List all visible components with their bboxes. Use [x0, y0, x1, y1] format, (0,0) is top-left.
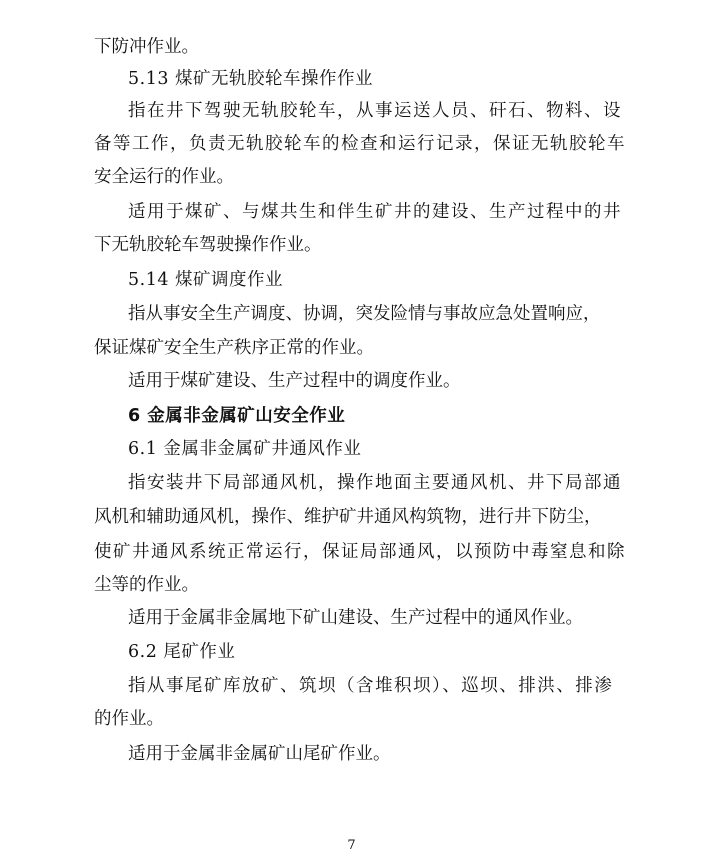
- section-heading: 6.1 金属非金属矿井通风作业: [128, 439, 362, 459]
- body-text-line: 下防冲作业。: [94, 37, 199, 57]
- body-text-line: 的作业。: [94, 709, 164, 729]
- body-text-line: 适用于金属非金属矿山尾矿作业。: [128, 744, 391, 764]
- body-text-line: 适用于煤矿建设、生产过程中的调度作业。: [128, 371, 461, 391]
- body-text-line: 安全运行的作业。: [94, 167, 234, 187]
- body-text-line: 指从事尾矿库放矿、筑坝（含堆积坝）、巡坝、排洪、排渗: [128, 676, 614, 696]
- body-text-line: 保证煤矿安全生产秩序正常的作业。: [94, 338, 374, 358]
- body-text-line: 指在井下驾驶无轨胶轮车，从事运送人员、矸石、物料、设: [128, 101, 622, 121]
- body-text-line: 备等工作，负责无轨胶轮车的检查和运行记录，保证无轨胶轮车: [94, 134, 626, 154]
- chapter-heading: 6 金属非金属矿山安全作业: [128, 406, 346, 426]
- body-text-line: 尘等的作业。: [94, 575, 199, 595]
- body-text-line: 指从事安全生产调度、协调，突发险情与事故应急处置响应，: [128, 304, 601, 324]
- body-text-line: 适用于金属非金属地下矿山建设、生产过程中的通风作业。: [128, 608, 583, 628]
- section-heading: 6.2 尾矿作业: [128, 642, 236, 662]
- body-text-line: 适用于煤矿、与煤共生和伴生矿井的建设、生产过程中的井: [128, 202, 622, 222]
- section-heading: 5.13 煤矿无轨胶轮车操作作业: [128, 69, 374, 89]
- body-text-line: 指安装井下局部通风机，操作地面主要通风机、井下局部通: [128, 473, 622, 493]
- page-number: 7: [347, 838, 356, 853]
- body-text-line: 使矿井通风系统正常运行，保证局部通风，以预防中毒窒息和除: [94, 542, 626, 562]
- section-heading: 5.14 煤矿调度作业: [128, 270, 284, 290]
- body-text-line: 风机和辅助通风机，操作、维护矿井通风构筑物，进行井下防尘，: [94, 507, 602, 527]
- body-text-line: 下无轨胶轮车驾驶操作作业。: [94, 235, 322, 255]
